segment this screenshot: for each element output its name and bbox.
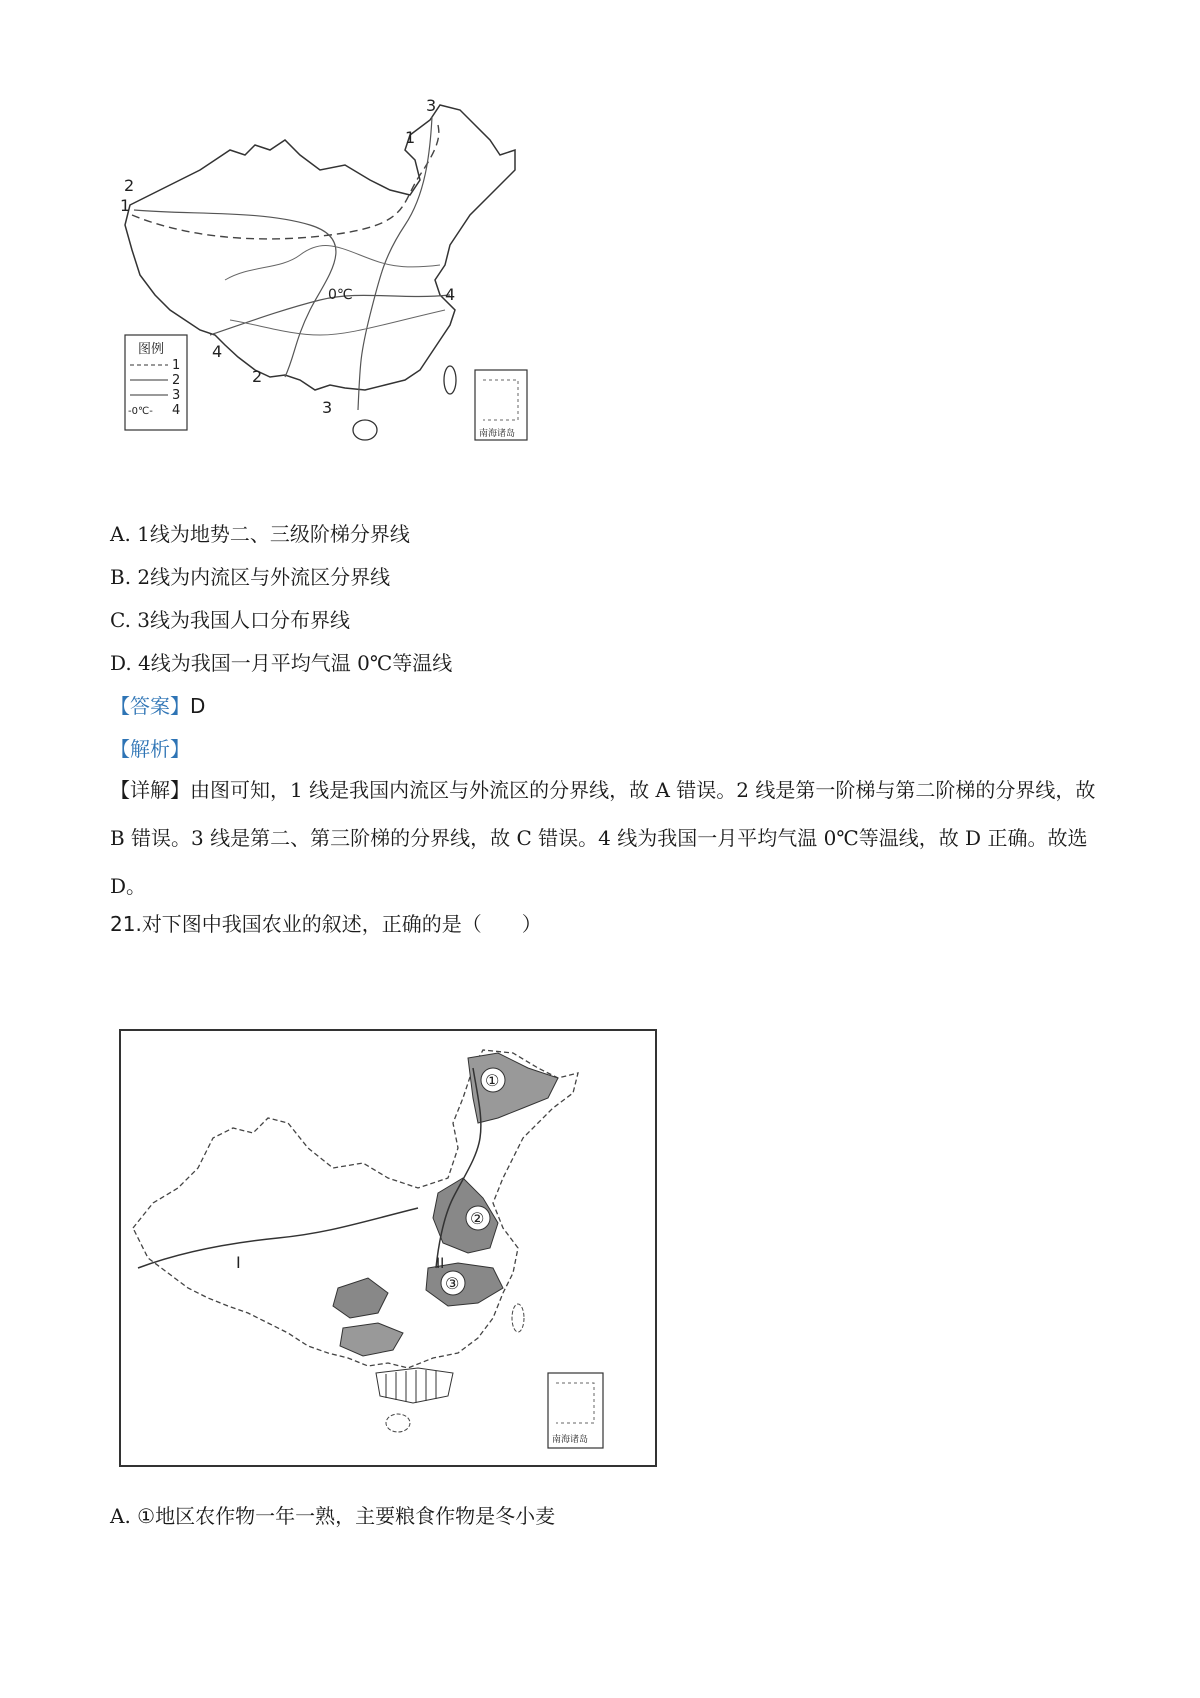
line-label: 4 — [212, 342, 223, 361]
line-1-dashed — [132, 125, 439, 239]
region-label-1: ① — [485, 1071, 500, 1090]
legend-item: 2 — [172, 373, 181, 388]
answer-value: D — [190, 694, 206, 718]
legend-item: 4 — [172, 403, 181, 418]
line-label: 2 — [252, 367, 263, 386]
hainan-island — [353, 420, 377, 440]
taiwan-island — [444, 366, 456, 394]
legend-title: 图例 — [138, 342, 165, 357]
q21-stem — [110, 910, 542, 938]
inset-label: 南海诸岛 — [479, 429, 516, 439]
detail-text: 由图可知，1 线是我国内流区与外流区的分界线，故 A 错误。2 线是第一阶梯与第二阶梯的分界线，故 B 错误。3 线是第二、第三阶梯的分界线，故 C 错误。4 线为我国一月平均气温 0℃等温线，故 D 正确。故选 D。 — [110, 778, 1096, 898]
inset-label: 南海诸岛 — [552, 1435, 589, 1445]
map-legend — [125, 335, 187, 430]
q21-option-a: A. ①地区农作物一年一熟，主要粮食作物是冬小麦 — [110, 1504, 556, 1528]
analysis-line — [110, 735, 190, 763]
q20-option-b: B. 2线为内流区与外流区分界线 — [110, 565, 391, 589]
line-label-I: I — [236, 1253, 241, 1272]
detail-paragraph — [110, 766, 1110, 910]
q20-option-a: A. 1线为地势二、三级阶梯分界线 — [110, 522, 410, 546]
answer-tag: 【答案】 — [110, 694, 190, 718]
china-boundary-lines-map — [120, 95, 590, 490]
q20-option-c: C. 3线为我国人口分布界线 — [110, 608, 351, 632]
yangtze-river — [230, 310, 445, 335]
line-label: 3 — [426, 96, 437, 115]
region-label-2: ② — [470, 1209, 485, 1228]
detail-tag: 【详解】 — [110, 778, 190, 802]
region-label-3: ③ — [445, 1274, 460, 1293]
line-label: 2 — [124, 176, 135, 195]
q21-text: 对下图中我国农业的叙述，正确的是（ ） — [141, 912, 542, 936]
legend-isotherm-prefix: -0℃- — [128, 406, 153, 417]
answer-line — [110, 692, 205, 720]
china-agriculture-map — [118, 1028, 658, 1468]
legend-item: 1 — [172, 358, 181, 373]
isotherm-label: 0℃ — [328, 287, 353, 303]
line-label: 1 — [405, 128, 416, 147]
south-china-sea-inset — [475, 370, 527, 440]
line-label-II: II — [436, 1256, 445, 1272]
q20-option-d: D. 4线为我国一月平均气温 0℃等温线 — [110, 651, 453, 675]
line-3-solid — [358, 117, 432, 410]
south-china-sea-inset — [548, 1373, 603, 1448]
line-label: 1 — [120, 196, 131, 215]
q21-number: 21. — [110, 912, 142, 936]
line-label: 3 — [322, 398, 333, 417]
legend-item: 3 — [172, 388, 181, 403]
analysis-tag: 【解析】 — [110, 737, 190, 761]
yellow-river — [225, 246, 440, 280]
line-label: 4 — [445, 285, 456, 304]
